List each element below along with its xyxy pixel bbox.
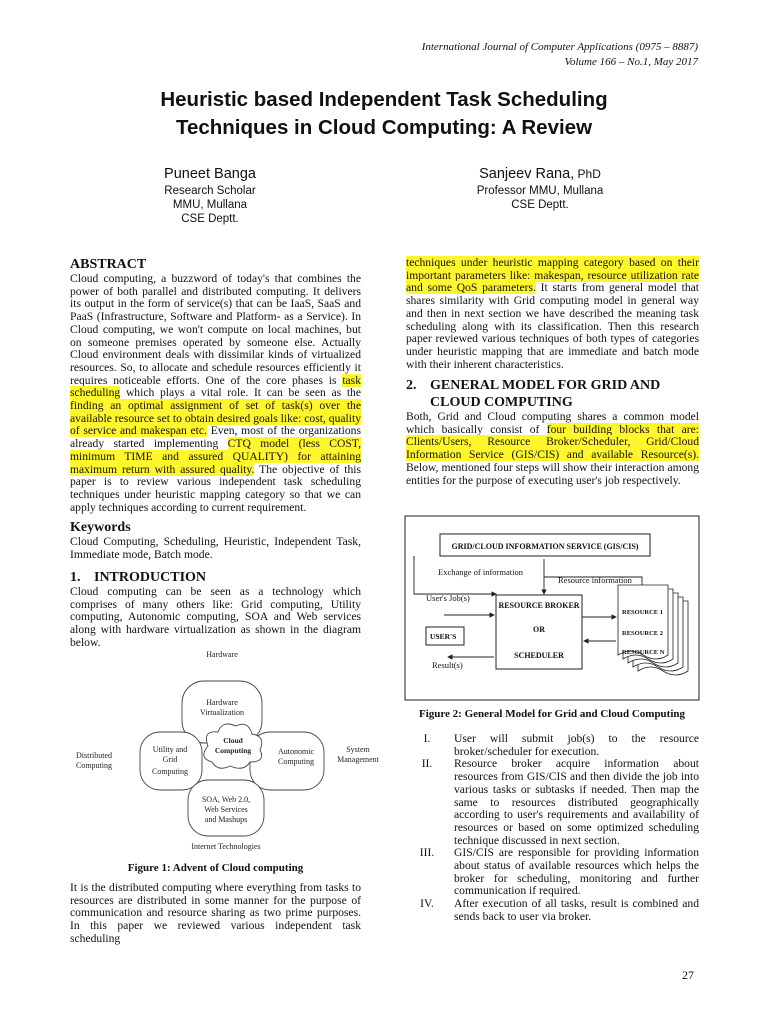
introduction-text: Cloud computing can be seen as a technology which comprises of many others like: Grid computing, Utility computing, Autonomic computing, SOA and Web services along with hardware virtualization as shown in the diagram below. (70, 585, 361, 649)
author-affiliation: MMU, Mullana (172, 199, 248, 211)
keywords-heading: Keywords (70, 520, 131, 535)
author-affiliation: CSE Deptt. (181, 213, 239, 225)
users-label: USER'S (430, 632, 457, 641)
keywords-section (70, 519, 361, 561)
figure-2-diagram (404, 515, 700, 701)
fig1-label-internet: Internet Technologies (191, 842, 261, 851)
author-degree: PhD (574, 167, 601, 181)
list-item: III. GIS/CIS are responsible for providing information about status of available resources which helps the broker for scheduling, monitoring and further communication if required. (406, 847, 699, 898)
author-affiliation: Research Scholar (164, 185, 256, 197)
abstract-section (70, 256, 361, 514)
introduction-section (70, 569, 361, 650)
introduction-text-2: It is the distributed computing where everything from tasks to resources are distributed in some manner for the purpose of communication and resource sharing as two prime purposes. In this paper we reviewed various independent task scheduling (70, 881, 361, 945)
users-jobs-label: User's Job(s) (426, 593, 470, 603)
figure-1 (70, 646, 379, 856)
keywords-text: Cloud Computing, Scheduling, Heuristic, Independent Task, Immediate mode, Batch mode. (70, 535, 361, 561)
introduction-continued (70, 882, 361, 946)
fig1-label: Utility and (152, 745, 188, 754)
journal-header (422, 40, 698, 70)
list-item: IV. After execution of all tasks, result is combined and sends back to user via broker. (406, 898, 699, 923)
author-affiliation: CSE Deptt. (511, 199, 569, 211)
resource-label: RESOURCE 1 (622, 609, 663, 616)
resource-label: RESOURCE N (622, 649, 665, 656)
author-name-line (450, 165, 630, 184)
list-item: I. User will submit job(s) to the resource broker/scheduler for execution. (406, 733, 699, 758)
author-name: Sanjeev Rana, (479, 166, 575, 182)
highlight: four building blocks that are: Clients/Users, Resource Broker/Scheduler, Grid/Cloud Information Service (GIS/CIS) and available Resource(s). (406, 422, 699, 462)
highlight: finding an optimal assignment of set of task(s) over the available resource set to obtain desired goals like: cost, quality of service and makespan etc. (70, 399, 361, 438)
journal-volume: Volume 166 – No.1, May 2017 (564, 56, 698, 68)
step-number: III. (419, 846, 435, 860)
figure-1-diagram (70, 646, 379, 856)
scheduler-label: SCHEDULER (514, 651, 564, 660)
fig1-label-cloud: Cloud (223, 736, 243, 745)
page-number: 27 (682, 968, 694, 982)
list-item: II. Resource broker acquire information about resources from GIS/CIS and then divide the job into various tasks or subtasks if needed. Then map the same to resources distributed geographically according to user's requirements and availability of resources or based on some optimized scheduling technique discussed in next section. (406, 758, 699, 847)
author-affiliation: Professor MMU, Mullana (476, 185, 604, 197)
resource-label: RESOURCE 2 (622, 630, 663, 637)
section-2 (406, 377, 699, 487)
section-2-text: Both, Grid and Cloud computing shares a common model which basically consist of four building blocks that are: Clients/Users, Resource Broker/Scheduler, Grid/Cloud Information Service (GIS/CIS) and available Resource(s). Below, mentioned four steps will show their interaction among entities for the purpose of executing user's job respectively. (406, 410, 699, 487)
fig1-label: SOA, Web 2.0, (201, 795, 251, 804)
fig1-label: and Mashups (204, 815, 248, 824)
fig1-label: Computing (151, 767, 189, 776)
figure-2 (404, 515, 700, 701)
fig1-label: Virtualization (200, 708, 244, 717)
gis-label: GRID/CLOUD INFORMATION SERVICE (GIS/CIS) (451, 542, 639, 551)
fig1-label: Computing (277, 757, 315, 766)
fig1-label: Management (337, 755, 379, 764)
paper-title: Heuristic based Independent Task Scheduling Techniques in Cloud Computing: A Review (160, 88, 608, 139)
fig1-label: Grid (162, 755, 178, 764)
steps-list (406, 733, 699, 924)
highlight: task scheduling (70, 373, 361, 400)
fig1-label-hardware: Hardware (206, 650, 238, 659)
introduction-heading: 1. INTRODUCTION (70, 570, 207, 585)
abstract-heading: ABSTRACT (70, 257, 147, 272)
fig1-label: System (346, 745, 370, 754)
author-1 (120, 165, 300, 226)
author-2 (450, 165, 630, 212)
highlight: techniques under heuristic mapping category based on their important parameters like: makespan, resource utilization rate and some QoS parameters. (406, 256, 699, 295)
figure-1-caption: Figure 1: Advent of Cloud computing (127, 862, 304, 874)
resource-info-label: Resource information (558, 575, 632, 585)
fig1-label: Web Services (204, 805, 248, 814)
broker-label-or: OR (533, 625, 545, 634)
step-number: II. (421, 757, 433, 771)
broker-label: RESOURCE BROKER (498, 601, 580, 610)
fig1-label: Computing (75, 761, 113, 770)
abstract-text: Cloud computing, a buzzword of today's that combines the power of both parallel and distributed computing. It delivers its output in the form of service(s) that can be IaaS, SaaS and PaaS (Infrastructure, Software and Platform- as a Service). In Cloud computing, we won't compute on local machines, but on someone premises operated by someone else. Actually Cloud environment deals with dissimilar kinds of virtualized resources. So, to allocate and schedule resources efficiently it requires noticeable efforts. One of the core phases is task scheduling which plays a vital role. It can be seen as the finding an optimal assignment of set of task(s) over the available resource set to obtain desired goals like: cost, quality of service and makespan etc. Even, most of the organizations already started implementing CTQ model (less COST, minimum TIME and assured QUALITY) for attaining maximum return with assured quality. The objective of this paper is to review various independent task scheduling techniques under heuristic mapping category so that we can apply techniques according to current requirement. (70, 272, 361, 514)
step-number: IV. (420, 897, 434, 911)
fig1-label: Distributed (76, 751, 112, 760)
result-label: Result(s) (432, 660, 463, 670)
author-name: Puneet Banga (164, 166, 256, 182)
journal-name: International Journal of Computer Applications (0975 – 8887) (421, 41, 698, 53)
fig1-label: Autonomic (278, 747, 314, 756)
figure-2-caption: Figure 2: General Model for Grid and Cloud Computing (418, 708, 686, 720)
exchange-label: Exchange of information (438, 567, 523, 577)
fig1-label: Hardware (206, 698, 238, 707)
step-number: I. (423, 732, 431, 745)
fig1-label-cloud: Computing (214, 746, 252, 755)
right-intro-text: techniques under heuristic mapping category based on their important parameters like: makespan, resource utilization rate and some QoS parameters. It starts from general model that shares similarity with Grid computing model in general way and then in next section we have described the meaning task scheduling along with its classification. Then this research paper reviewed various techniques of both types of categories under heuristic mapping that are immediate and batch mode with their inherent characteristics. (406, 256, 700, 371)
highlight: CTQ model (less COST, minimum TIME and assured QUALITY) for attaining maximum return with assured quality. (70, 437, 361, 476)
section-2-heading: 2. GENERAL MODEL FOR GRID AND CLOUD COMPUTING (406, 378, 661, 410)
steps-section (406, 733, 699, 924)
